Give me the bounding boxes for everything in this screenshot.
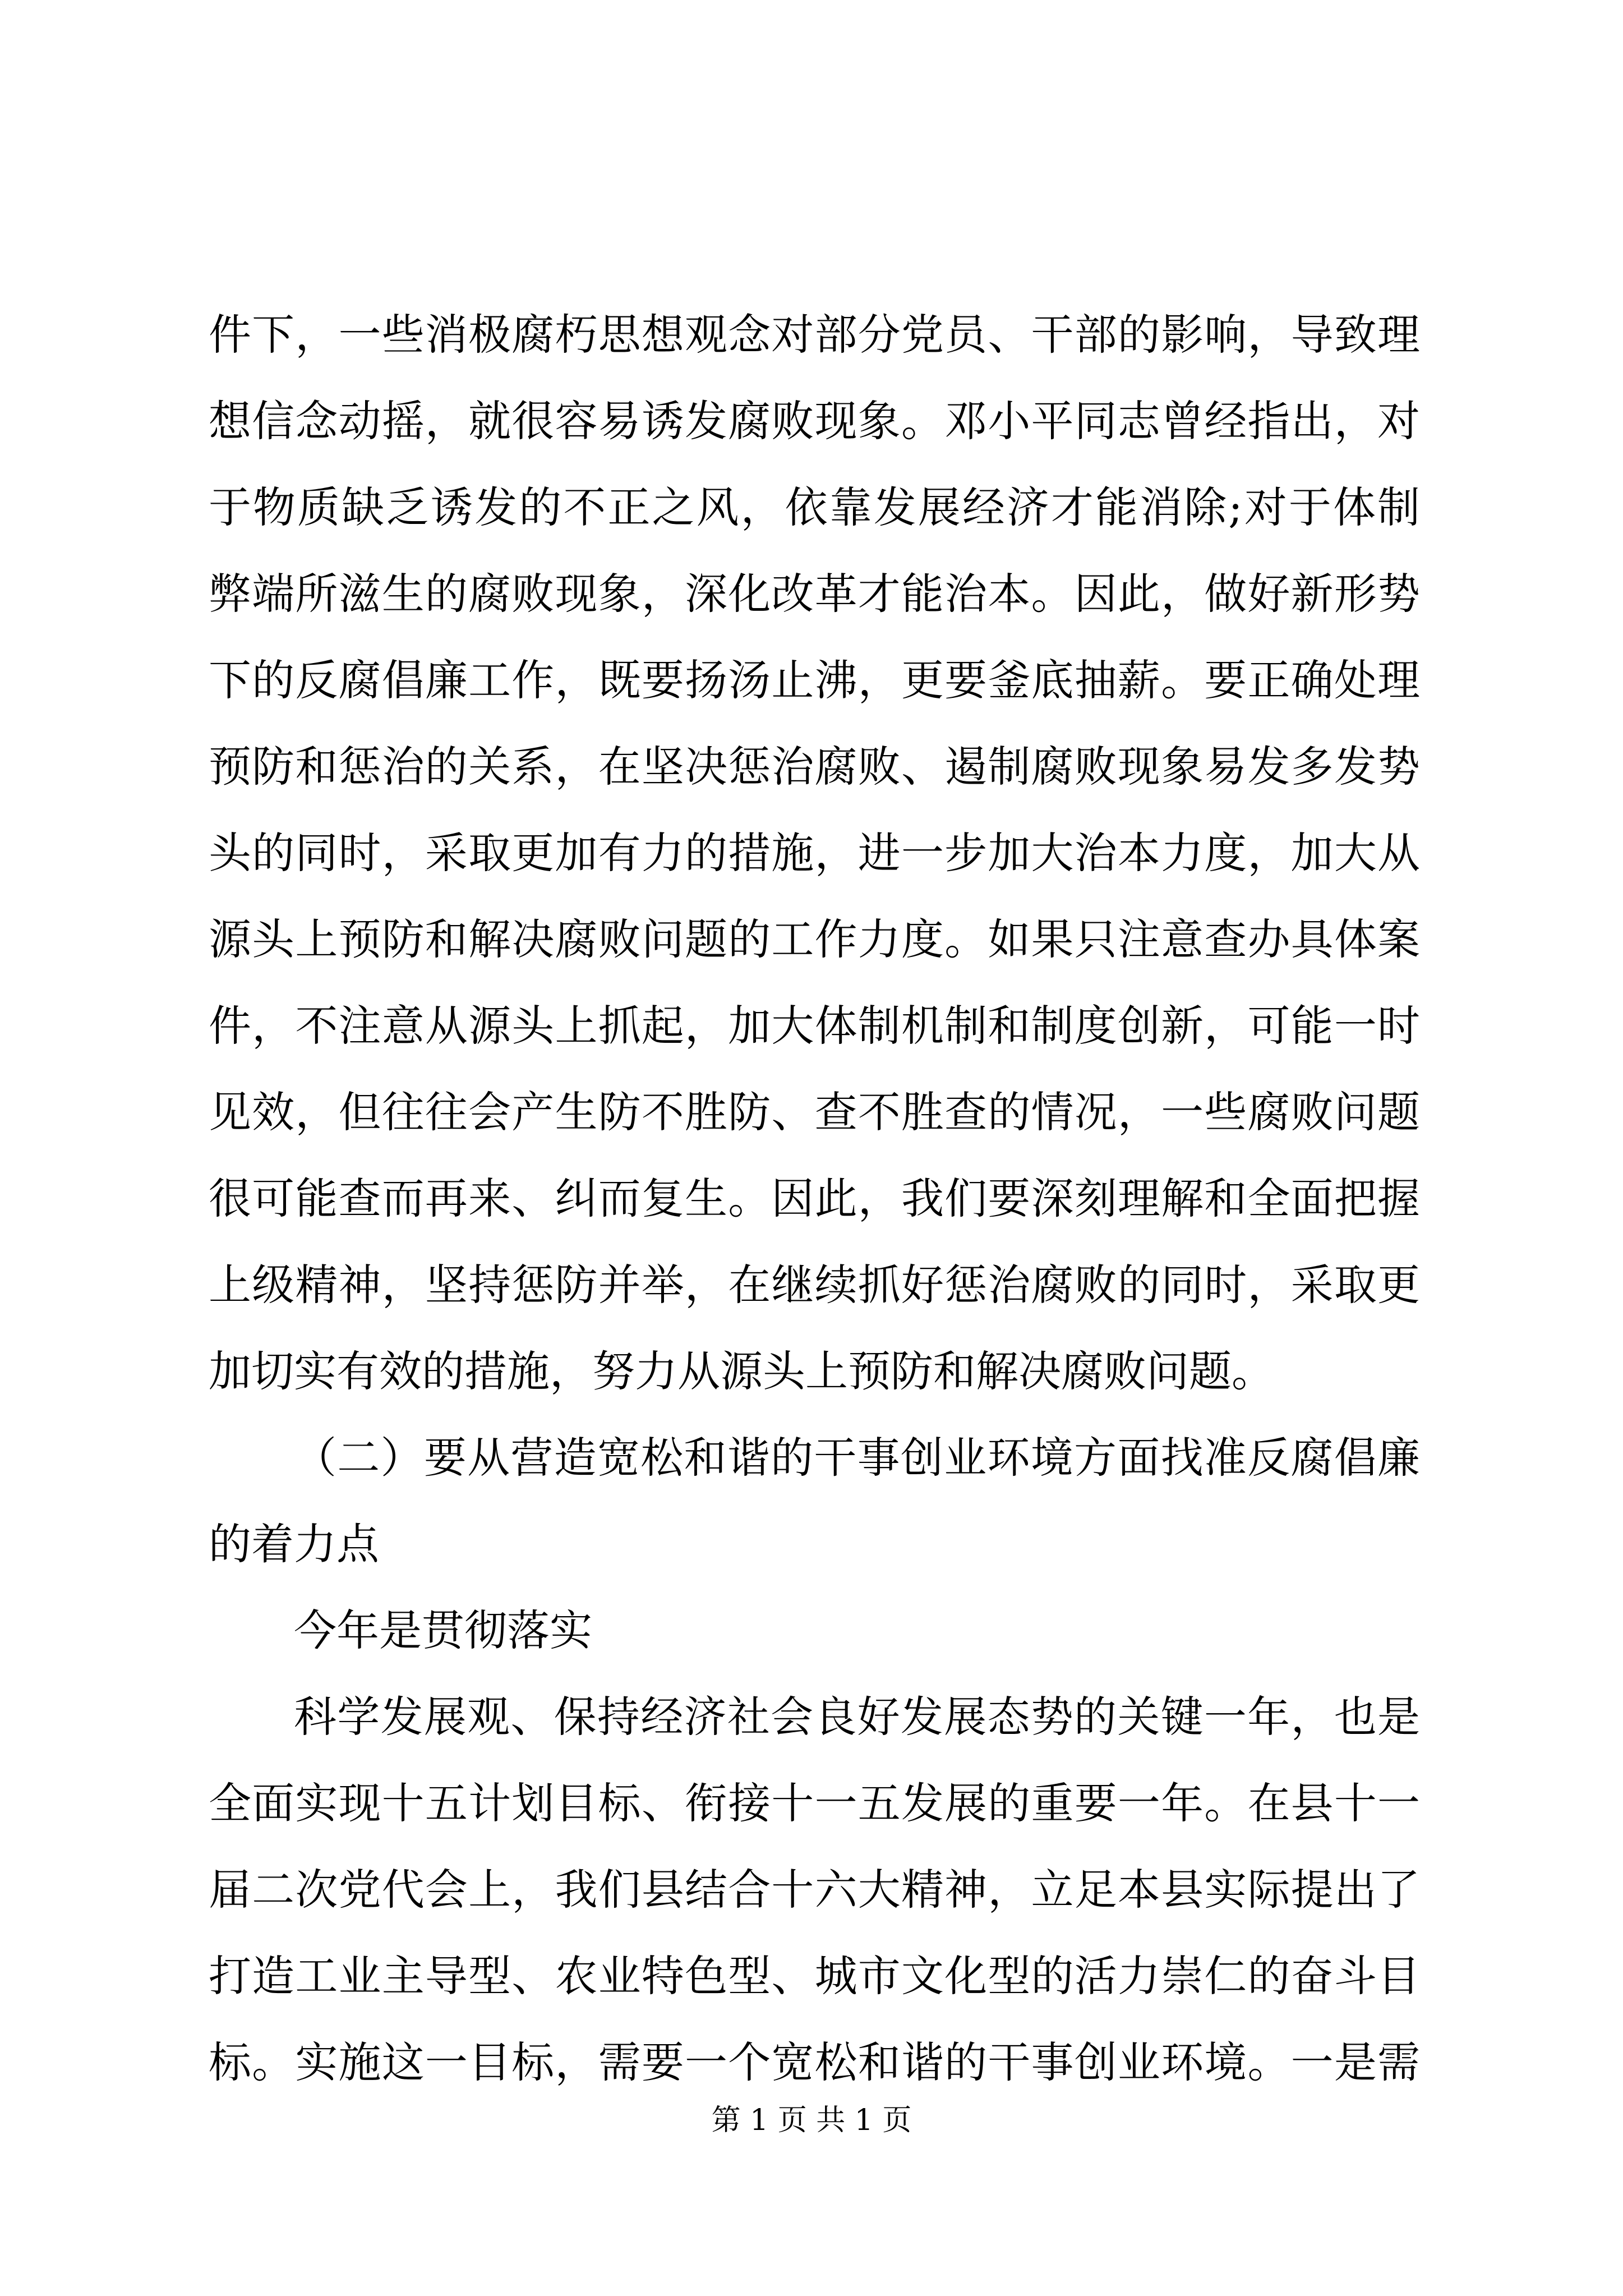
- text-line: 标。实施这一目标，需要一个宽松和谐的干事创业环境。一是需: [209, 2037, 1420, 2087]
- text-line: 打造工业主导型、农业特色型、城市文化型的活力崇仁的奋斗目: [209, 1951, 1420, 2001]
- text-line: 源头上预防和解决腐败问题的工作力度。如果只注意查办具体案: [209, 914, 1420, 964]
- text-line: 件，不注意从源头上抓起，加大体制机制和制度创新，可能一时: [209, 1001, 1420, 1051]
- text-line: 下的反腐倡廉工作，既要扬汤止沸，更要釜底抽薪。要正确处理: [209, 655, 1420, 705]
- text-line: 今年是贯彻落实: [294, 1605, 592, 1655]
- text-line: 的着力点: [209, 1519, 379, 1569]
- text-line: 科学发展观、保持经济社会良好发展态势的关键一年，也是: [294, 1692, 1420, 1742]
- text-line: 全面实现十五计划目标、衔接十一五发展的重要一年。在县十一: [209, 1778, 1420, 1828]
- text-line: 于物质缺乏诱发的不正之风，依靠发展经济才能消除;对于体制: [209, 482, 1420, 532]
- text-line: 届二次党代会上，我们县结合十六大精神，立足本县实际提出了: [209, 1865, 1420, 1915]
- text-line: 上级精神，坚持惩防并举，在继续抓好惩治腐败的同时，采取更: [209, 1260, 1420, 1310]
- text-line: 件下，一些消极腐朽思想观念对部分党员、干部的影响，导致理: [209, 310, 1420, 360]
- page-footer: 第 1 页 共 1 页: [711, 2104, 912, 2137]
- document-body: [209, 292, 1420, 2106]
- text-line: 弊端所滋生的腐败现象，深化改革才能治本。因此，做好新形势: [209, 569, 1420, 619]
- text-line: 加切实有效的措施，努力从源头上预防和解决腐败问题。: [209, 1346, 1274, 1396]
- text-line: 想信念动摇，就很容易诱发腐败现象。邓小平同志曾经指出，对: [209, 396, 1420, 446]
- text-line: （二）要从营造宽松和谐的干事创业环境方面找准反腐倡廉: [294, 1433, 1420, 1483]
- text-line: 预防和惩治的关系，在坚决惩治腐败、遏制腐败现象易发多发势: [209, 742, 1420, 792]
- text-line: 见效，但往往会产生防不胜防、查不胜查的情况，一些腐败问题: [209, 1087, 1420, 1137]
- text-line: 很可能查而再来、纠而复生。因此，我们要深刻理解和全面把握: [209, 1174, 1420, 1223]
- text-line: 头的同时，采取更加有力的措施，进一步加大治本力度，加大从: [209, 828, 1420, 878]
